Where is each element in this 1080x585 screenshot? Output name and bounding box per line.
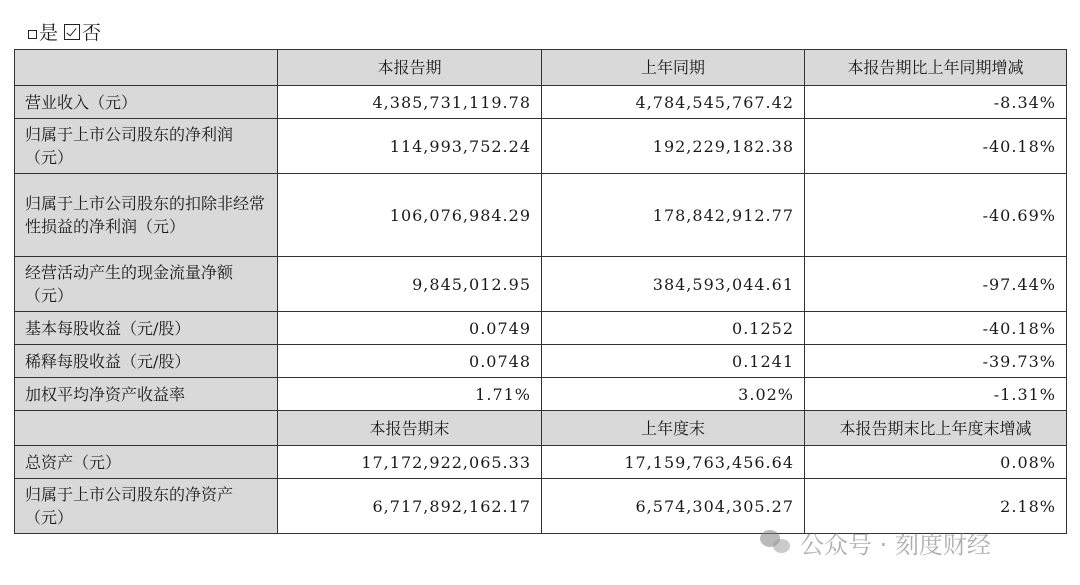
change-value: -1.31% — [805, 378, 1067, 411]
header-cell: 上年同期 — [542, 50, 805, 86]
current-value: 106,076,984.29 — [278, 174, 542, 257]
watermark-text: 公众号 · 刻度财经 — [800, 531, 991, 559]
table-row — [15, 119, 1067, 174]
table-header-row-period-end — [15, 411, 1067, 446]
change-value: -8.34% — [805, 86, 1067, 119]
change-value: -39.73% — [805, 345, 1067, 378]
yes-label: 是 — [39, 22, 59, 44]
current-value: 0.0748 — [278, 345, 542, 378]
yes-no-checkbox-line — [28, 18, 101, 45]
previous-value: 17,159,763,456.64 — [542, 446, 805, 479]
header-cell — [15, 411, 278, 446]
table-row — [15, 312, 1067, 345]
checked-box-icon — [64, 24, 80, 40]
row-label: 总资产（元） — [15, 446, 278, 479]
previous-value: 0.1241 — [542, 345, 805, 378]
table-row — [15, 479, 1067, 534]
header-cell: 本报告期 — [278, 50, 542, 86]
row-label: 经营活动产生的现金流量净额（元） — [15, 257, 278, 312]
previous-value: 4,784,545,767.42 — [542, 86, 805, 119]
previous-value: 178,842,912.77 — [542, 174, 805, 257]
financial-data-table — [14, 49, 1067, 534]
unchecked-box-icon — [28, 30, 37, 39]
no-label: 否 — [82, 22, 102, 44]
current-value: 6,717,892,162.17 — [278, 479, 542, 534]
current-value: 0.0749 — [278, 312, 542, 345]
header-cell: 本报告期末比上年度末增减 — [805, 411, 1067, 446]
header-cell: 上年度末 — [542, 411, 805, 446]
row-label: 加权平均净资产收益率 — [15, 378, 278, 411]
table-header-row — [15, 50, 1067, 86]
table-row — [15, 378, 1067, 411]
change-value: -40.69% — [805, 174, 1067, 257]
table-row — [15, 86, 1067, 119]
table-row — [15, 446, 1067, 479]
change-value: -40.18% — [805, 312, 1067, 345]
row-label: 基本每股收益（元/股） — [15, 312, 278, 345]
row-label: 归属于上市公司股东的净资产（元） — [15, 479, 278, 534]
previous-value: 384,593,044.61 — [542, 257, 805, 312]
current-value: 1.71% — [278, 378, 542, 411]
header-cell — [15, 50, 278, 86]
row-label: 营业收入（元） — [15, 86, 278, 119]
row-label: 归属于上市公司股东的扣除非经常性损益的净利润（元） — [15, 174, 278, 257]
change-value: 2.18% — [805, 479, 1067, 534]
previous-value: 192,229,182.38 — [542, 119, 805, 174]
current-value: 114,993,752.24 — [278, 119, 542, 174]
header-cell: 本报告期末 — [278, 411, 542, 446]
table-row — [15, 174, 1067, 257]
current-value: 4,385,731,119.78 — [278, 86, 542, 119]
previous-value: 0.1252 — [542, 312, 805, 345]
current-value: 17,172,922,065.33 — [278, 446, 542, 479]
header-cell: 本报告期比上年同期增减 — [805, 50, 1067, 86]
change-value: 0.08% — [805, 446, 1067, 479]
table-row — [15, 257, 1067, 312]
current-value: 9,845,012.95 — [278, 257, 542, 312]
row-label: 稀释每股收益（元/股） — [15, 345, 278, 378]
table-row — [15, 345, 1067, 378]
previous-value: 6,574,304,305.27 — [542, 479, 805, 534]
change-value: -40.18% — [805, 119, 1067, 174]
row-label: 归属于上市公司股东的净利润（元） — [15, 119, 278, 174]
change-value: -97.44% — [805, 257, 1067, 312]
previous-value: 3.02% — [542, 378, 805, 411]
